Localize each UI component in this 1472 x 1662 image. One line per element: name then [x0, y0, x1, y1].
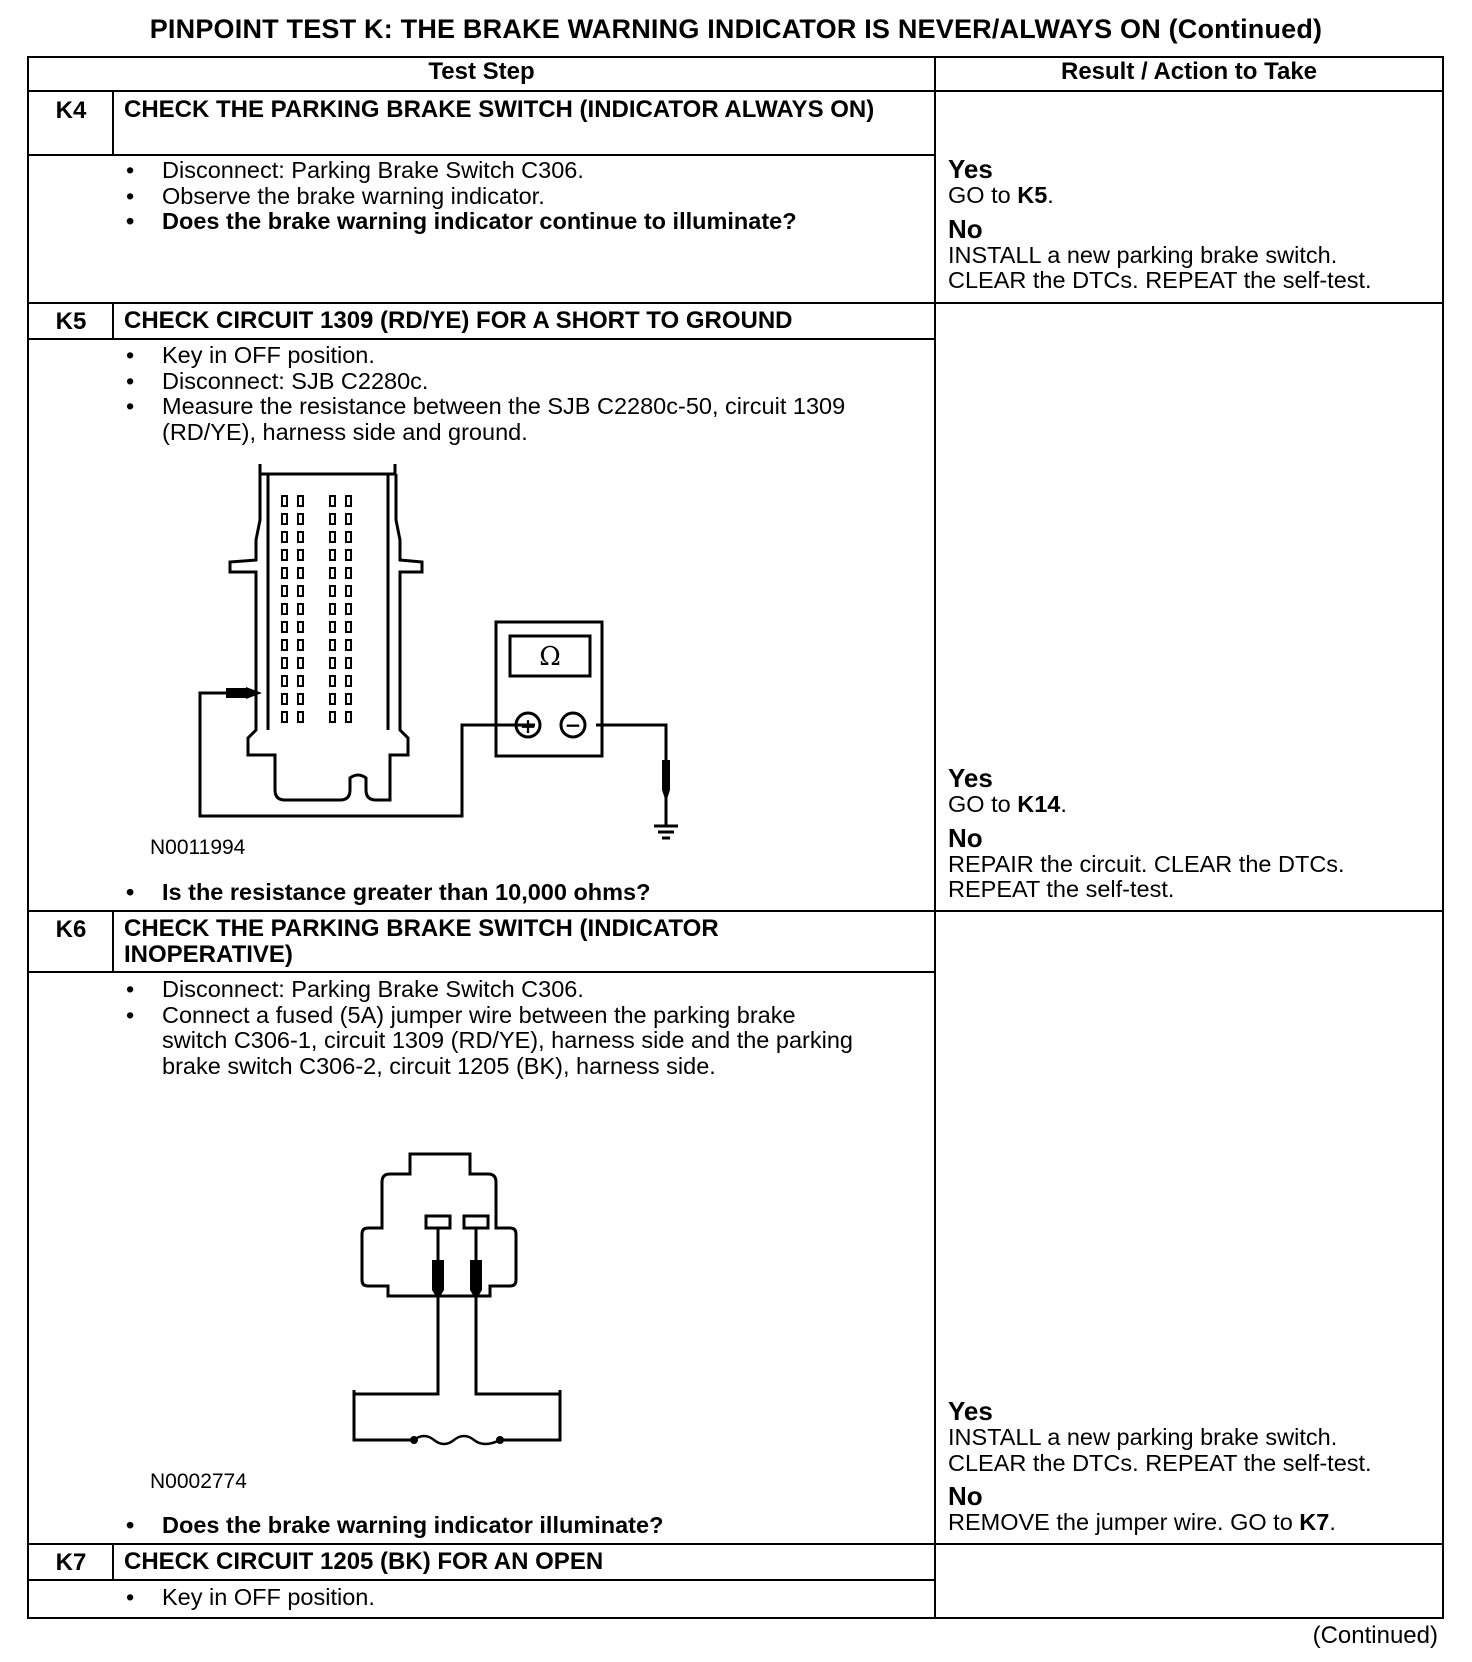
title-divider: [27, 338, 934, 340]
step-title: CHECK THE PARKING BRAKE SWITCH (INDICATOR INOPERATIVE): [124, 915, 719, 968]
step-result: [948, 155, 1438, 294]
connector-pin: [330, 676, 335, 686]
probe-handle: [226, 688, 246, 698]
connector-pin: [330, 658, 335, 668]
connector-pin: [298, 658, 303, 668]
instruction-item: • Observe the brake warning indicator.: [124, 184, 884, 210]
connector-pin: [346, 568, 351, 578]
instruction-item: • Key in OFF position.: [124, 343, 864, 369]
connector-pin: [282, 496, 287, 506]
connector-pin: [330, 532, 335, 542]
connector-pins: [282, 496, 351, 722]
punctuation: .: [1329, 1509, 1336, 1535]
row-divider: [27, 1543, 1444, 1545]
step-reference: K5: [1017, 182, 1048, 208]
terminal-1: [426, 1216, 450, 1228]
yes-action: GO to: [948, 791, 1018, 817]
connector-pin: [282, 532, 287, 542]
step-question: • Does the brake warning indicator continue to illuminate?: [124, 209, 884, 235]
connector-pin: [330, 586, 335, 596]
title-divider: [27, 154, 934, 156]
step-instructions: [124, 343, 864, 445]
connector-pin: [330, 568, 335, 578]
connector-pin: [282, 586, 287, 596]
yes-label: Yes: [948, 763, 993, 793]
instruction-item: • Disconnect: SJB C2280c.: [124, 369, 864, 395]
step-title: CHECK CIRCUIT 1309 (RD/YE) FOR A SHORT TO GROUND: [124, 307, 793, 334]
connector-pin: [346, 622, 351, 632]
connector-pin: [282, 640, 287, 650]
instruction-item: • Connect a fused (5A) jumper wire between the parking brake switch C306-1, circuit 1309 (RD/YE), harness side and the parking brake switch C306-2, circuit 1205 (BK), harness side.: [124, 1003, 864, 1080]
fuse-icon: [414, 1436, 500, 1444]
connector-pin: [282, 514, 287, 524]
continued-note: (Continued): [1312, 1622, 1438, 1649]
sjb-connector-outline: [230, 464, 422, 800]
header-result: Result / Action to Take: [1060, 58, 1318, 85]
header-divider: [27, 90, 1444, 92]
step-reference: K7: [1299, 1509, 1330, 1535]
connector-pin: [346, 496, 351, 506]
terminal-2: [464, 1216, 488, 1228]
connector-pin: [330, 604, 335, 614]
step-reference: K14: [1017, 791, 1061, 817]
connector-pin: [298, 514, 303, 524]
connector-pin: [282, 712, 287, 722]
column-divider: [934, 56, 936, 1619]
probe-tip-icon: [246, 687, 262, 699]
connector-pin: [330, 550, 335, 560]
plus-symbol: +: [519, 714, 537, 738]
yes-label: Yes: [948, 154, 993, 184]
step-question-list: [124, 1513, 884, 1539]
ground-lead: [596, 725, 666, 810]
punctuation: .: [1047, 182, 1054, 208]
ground-probe-icon: [662, 760, 670, 802]
instruction-item: • Key in OFF position.: [124, 1585, 884, 1611]
step-question: • Does the brake warning indicator illuminate?: [124, 1513, 884, 1539]
instruction-item: • Disconnect: Parking Brake Switch C306.: [124, 158, 884, 184]
connector-pin: [298, 532, 303, 542]
connector-pin: [298, 586, 303, 596]
yes-label: Yes: [948, 1396, 993, 1426]
connector-pin: [346, 532, 351, 542]
connector-pin: [330, 496, 335, 506]
connector-pin: [282, 676, 287, 686]
connector-pin: [346, 658, 351, 668]
figure-id: N0011994: [150, 836, 246, 859]
connector-pin: [330, 640, 335, 650]
connector-pin: [346, 712, 351, 722]
step-result: [948, 1397, 1438, 1536]
step-instructions: [124, 977, 864, 1079]
page-title: PINPOINT TEST K: THE BRAKE WARNING INDICATOR IS NEVER/ALWAYS ON (Continued): [149, 14, 1323, 44]
no-action: INSTALL a new parking brake switch. CLEAR the DTCs. REPEAT the self-test.: [948, 241, 1372, 293]
step-result: [948, 764, 1438, 903]
connector-pin: [346, 586, 351, 596]
title-divider: [27, 1579, 934, 1581]
connector-pin: [282, 568, 287, 578]
header-test-step: Test Step: [428, 58, 535, 85]
probe-icon: [470, 1260, 482, 1300]
connector-pin: [282, 694, 287, 704]
step-id: K6: [55, 916, 87, 943]
title-divider: [27, 971, 934, 973]
no-label: No: [948, 1481, 983, 1511]
connector-pin: [346, 514, 351, 524]
row-divider: [27, 910, 1444, 912]
connector-pin: [298, 568, 303, 578]
row-divider: [27, 302, 1444, 304]
connector-pin: [346, 676, 351, 686]
connector-pin: [330, 694, 335, 704]
connector-resistance-diagram: [190, 460, 750, 850]
connector-pin: [330, 622, 335, 632]
punctuation: .: [1060, 791, 1067, 817]
connector-pin: [298, 622, 303, 632]
probe-icon: [432, 1260, 444, 1300]
connector-pin: [346, 640, 351, 650]
yes-action: INSTALL a new parking brake switch. CLEAR the DTCs. REPEAT the self-test.: [948, 1424, 1372, 1476]
connector-pin: [346, 604, 351, 614]
no-label: No: [948, 213, 983, 244]
no-action: REMOVE the jumper wire. GO to: [948, 1509, 1300, 1535]
connector-pin: [346, 550, 351, 560]
connector-pin: [330, 712, 335, 722]
instruction-item: • Disconnect: Parking Brake Switch C306.: [124, 977, 864, 1003]
step-instructions: [124, 1585, 884, 1611]
connector-pin: [346, 694, 351, 704]
connector-pin: [298, 676, 303, 686]
yes-action: GO to: [948, 182, 1018, 208]
ohm-symbol: Ω: [539, 642, 561, 672]
step-instructions: [124, 158, 884, 235]
connector-pin: [330, 514, 335, 524]
fused-jumper: [340, 1390, 580, 1460]
connector-pin: [298, 550, 303, 560]
step-question-list: [124, 880, 884, 906]
step-title: CHECK THE PARKING BRAKE SWITCH (INDICATOR ALWAYS ON): [124, 96, 875, 123]
connector-pin: [298, 604, 303, 614]
connector-pin: [282, 604, 287, 614]
no-action: REPAIR the circuit. CLEAR the DTCs. REPEAT the self-test.: [948, 850, 1345, 902]
minus-symbol: −: [564, 713, 582, 737]
connector-pin: [282, 622, 287, 632]
connector-pin: [282, 550, 287, 560]
connector-pin: [298, 694, 303, 704]
step-id: K4: [55, 97, 87, 124]
step-title: CHECK CIRCUIT 1205 (BK) FOR AN OPEN: [124, 1548, 604, 1575]
no-label: No: [948, 822, 983, 853]
step-id: K5: [55, 308, 87, 335]
step-question: • Is the resistance greater than 10,000 ohms?: [124, 880, 884, 906]
connector-pin: [298, 712, 303, 722]
connector-pin: [298, 496, 303, 506]
connector-pin: [282, 658, 287, 668]
step-id: K7: [55, 1549, 87, 1576]
connector-pin: [298, 640, 303, 650]
instruction-item: • Measure the resistance between the SJB C2280c-50, circuit 1309 (RD/YE), harness side and ground.: [124, 394, 864, 445]
figure-id: N0002774: [150, 1470, 247, 1493]
